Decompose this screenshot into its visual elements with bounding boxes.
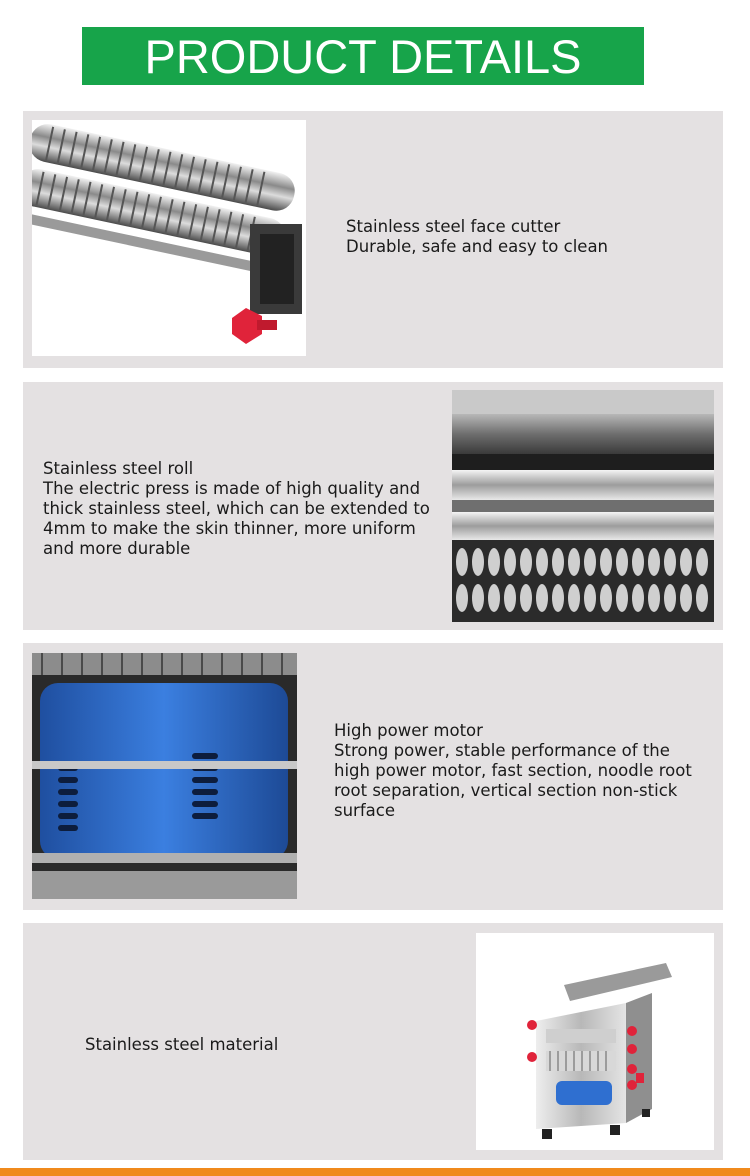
section-text — [346, 217, 608, 257]
section-description-line: thick stainless steel, which can be extended to — [43, 499, 430, 518]
steel-roll-photo — [452, 390, 714, 622]
section-description-line: Strong power, stable performance of the — [334, 741, 670, 760]
section-description-line: root separation, vertical section non-stick — [334, 781, 678, 800]
section-description-line: high power motor, fast section, noodle root — [334, 761, 692, 780]
section-title: High power motor — [334, 721, 483, 740]
section-description-line: 4mm to make the skin thinner, more uniform — [43, 519, 416, 538]
section-steel-roll — [23, 382, 723, 630]
section-text — [85, 1035, 278, 1055]
section-face-cutter — [23, 111, 723, 368]
section-description-line: and more durable — [43, 539, 191, 558]
noodle-machine-photo — [476, 933, 714, 1150]
section-title: Stainless steel face cutter — [346, 217, 561, 236]
section-motor — [23, 643, 723, 910]
section-material — [23, 923, 723, 1160]
bottom-strip — [0, 1168, 750, 1176]
section-title: Stainless steel material — [85, 1035, 279, 1054]
page-title: PRODUCT DETAILS — [82, 27, 644, 85]
section-description-line: Durable, safe and easy to clean — [346, 237, 609, 256]
cutter-roller-photo — [32, 120, 306, 356]
section-text — [334, 721, 692, 821]
section-title: Stainless steel roll — [43, 459, 194, 478]
section-description-line: surface — [334, 801, 395, 820]
section-description-line: The electric press is made of high quality and — [43, 479, 421, 498]
blue-motor-photo — [32, 653, 297, 899]
section-text — [43, 459, 430, 559]
